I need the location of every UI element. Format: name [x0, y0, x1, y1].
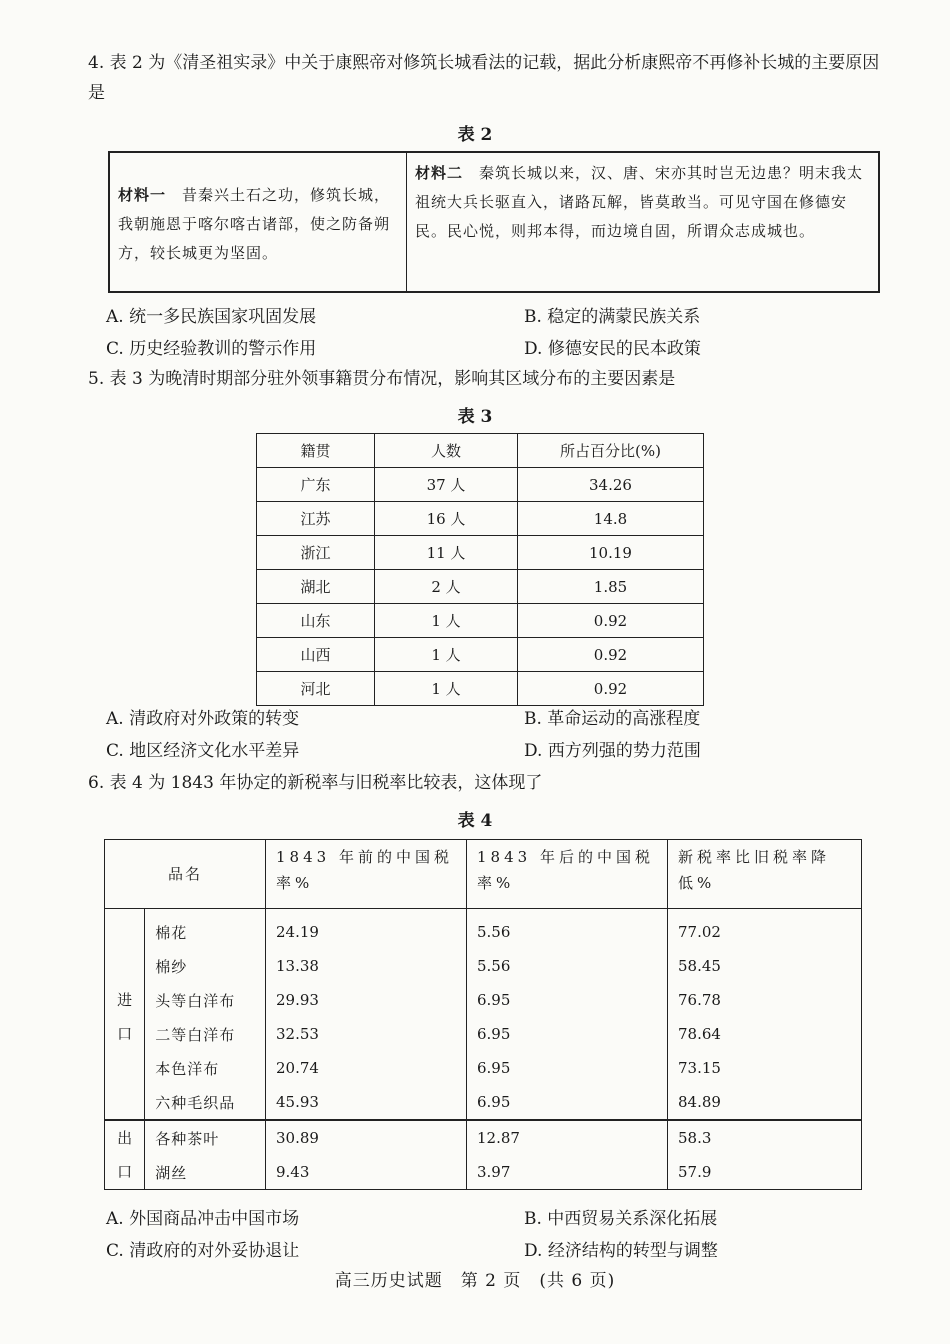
- cell: 11 人: [375, 536, 518, 570]
- table-3-caption: 表 3: [457, 407, 493, 427]
- cell: 84.89: [668, 1085, 862, 1120]
- cell: 1 人: [375, 604, 518, 638]
- table-2-caption: 表 2: [457, 125, 493, 145]
- cell: 5.56: [467, 949, 668, 983]
- cell: 10.19: [518, 536, 704, 570]
- table-row: [105, 1120, 862, 1155]
- table-header: 人数: [375, 434, 518, 468]
- cell: 78.64: [668, 1017, 862, 1051]
- question-4-stem: 4. 表 2 为《清圣祖实录》中关于康熙帝对修筑长城看法的记载，据此分析康熙帝不再修补长城的主要原因是: [88, 53, 880, 103]
- question-5-options: [106, 700, 866, 764]
- table-row: [257, 604, 704, 638]
- question-6-stem: 6. 表 4 为 1843 年协定的新税率与旧税率比较表，这体现了: [88, 773, 543, 793]
- cell: 6.95: [467, 1085, 668, 1120]
- cell: 57.9: [668, 1155, 862, 1190]
- material-2-text: 秦筑长城以来，汉、唐、宋亦其时岂无边患？明末我太祖统大兵长驱直入，诸路瓦解，皆莫敢当。可见守国在修德安民。民心悦，则邦本得，而边境自固，所谓众志成城也。: [415, 164, 864, 240]
- option-d[interactable]: D. 经济结构的转型与调整: [524, 1240, 718, 1261]
- option-d[interactable]: D. 西方列强的势力范围: [524, 740, 701, 761]
- table-header: 1843 年后的中国税率%: [467, 840, 668, 909]
- cell: 9.43: [266, 1155, 467, 1190]
- question-6-options: [106, 1200, 866, 1264]
- cell: 棉花: [145, 909, 266, 950]
- cell: 本色洋布: [145, 1051, 266, 1085]
- cell: 广东: [257, 468, 375, 502]
- question-4-options: [106, 298, 866, 362]
- table-header: 品名: [105, 840, 266, 909]
- material-2-label: 材料二: [415, 164, 464, 182]
- cell: 6.95: [467, 1017, 668, 1051]
- option-c[interactable]: C. 历史经验教训的警示作用: [106, 338, 317, 359]
- option-b[interactable]: B. 革命运动的高涨程度: [524, 708, 701, 729]
- table-2: [108, 151, 880, 293]
- table-row: [105, 1155, 862, 1190]
- cell: 32.53: [266, 1017, 467, 1051]
- table-row: [257, 570, 704, 604]
- cell: 6.95: [467, 983, 668, 1017]
- option-b[interactable]: B. 中西贸易关系深化拓展: [524, 1208, 718, 1229]
- cell: 浙江: [257, 536, 375, 570]
- table-row: [257, 536, 704, 570]
- cell: 5.56: [467, 909, 668, 950]
- cell: 30.89: [266, 1120, 467, 1155]
- table-row: [105, 909, 862, 950]
- cell: 58.45: [668, 949, 862, 983]
- cell: 24.19: [266, 909, 467, 950]
- cell: 16 人: [375, 502, 518, 536]
- table-row: [105, 983, 862, 1017]
- cell: 6.95: [467, 1051, 668, 1085]
- table-4-caption: 表 4: [457, 811, 493, 831]
- cell: 13.38: [266, 949, 467, 983]
- cell: 2 人: [375, 570, 518, 604]
- material-1-cell: [109, 152, 407, 292]
- material-1-label: 材料一: [118, 186, 167, 204]
- question-5-stem: 5. 表 3 为晚清时期部分驻外领事籍贯分布情况，影响其区域分布的主要因素是: [88, 369, 676, 389]
- option-c[interactable]: C. 地区经济文化水平差异: [106, 740, 300, 761]
- table-4: [104, 839, 862, 1190]
- cell: 77.02: [668, 909, 862, 950]
- cell: 山东: [257, 604, 375, 638]
- cell: 六种毛织品: [145, 1085, 266, 1120]
- table-header: 所占百分比(%): [518, 434, 704, 468]
- table-row: [257, 468, 704, 502]
- cell: 江苏: [257, 502, 375, 536]
- cell: 34.26: [518, 468, 704, 502]
- cell: 14.8: [518, 502, 704, 536]
- cell: 1 人: [375, 672, 518, 706]
- cell: 1.85: [518, 570, 704, 604]
- table-row: [105, 949, 862, 983]
- cell: 棉纱: [145, 949, 266, 983]
- table-3: [256, 433, 704, 706]
- cell: 1 人: [375, 638, 518, 672]
- table-row: [105, 1017, 862, 1051]
- option-d[interactable]: D. 修德安民的民本政策: [524, 338, 701, 359]
- table-header: 籍贯: [257, 434, 375, 468]
- page-footer: 高三历史试题 第 2 页 (共 6 页): [334, 1271, 616, 1291]
- table-header: 1843 年前的中国税率%: [266, 840, 467, 909]
- table-row: [257, 638, 704, 672]
- cell: 73.15: [668, 1051, 862, 1085]
- table-header: 新税率比旧税率降低%: [668, 840, 862, 909]
- cell: 29.93: [266, 983, 467, 1017]
- option-c[interactable]: C. 清政府的对外妥协退让: [106, 1240, 300, 1261]
- cell: 各种茶叶: [145, 1120, 266, 1155]
- option-a[interactable]: A. 外国商品冲击中国市场: [106, 1208, 300, 1229]
- table-row: [105, 1051, 862, 1085]
- option-a[interactable]: A. 清政府对外政策的转变: [106, 708, 300, 729]
- option-a[interactable]: A. 统一多民族国家巩固发展: [106, 306, 317, 327]
- cell: 20.74: [266, 1051, 467, 1085]
- cell: 湖丝: [145, 1155, 266, 1190]
- material-1-text: 昔秦兴土石之功，修筑长城，我朝施恩于喀尔喀古诸部，使之防备朔方，较长城更为坚固。: [118, 186, 391, 262]
- cell: 0.92: [518, 638, 704, 672]
- cell: 12.87: [467, 1120, 668, 1155]
- material-2-cell: [407, 152, 880, 292]
- table-row: [257, 502, 704, 536]
- cell: 头等白洋布: [145, 983, 266, 1017]
- cell: 0.92: [518, 672, 704, 706]
- cell: 58.3: [668, 1120, 862, 1155]
- cell: 河北: [257, 672, 375, 706]
- option-b[interactable]: B. 稳定的满蒙民族关系: [524, 306, 701, 327]
- cell: 45.93: [266, 1085, 467, 1120]
- import-group-label: 进口: [105, 909, 145, 1121]
- cell: 3.97: [467, 1155, 668, 1190]
- cell: 山西: [257, 638, 375, 672]
- cell: 湖北: [257, 570, 375, 604]
- cell: 0.92: [518, 604, 704, 638]
- cell: 76.78: [668, 983, 862, 1017]
- cell: 37 人: [375, 468, 518, 502]
- table-row: [105, 1085, 862, 1120]
- cell: 二等白洋布: [145, 1017, 266, 1051]
- export-group-label: 出口: [105, 1120, 145, 1190]
